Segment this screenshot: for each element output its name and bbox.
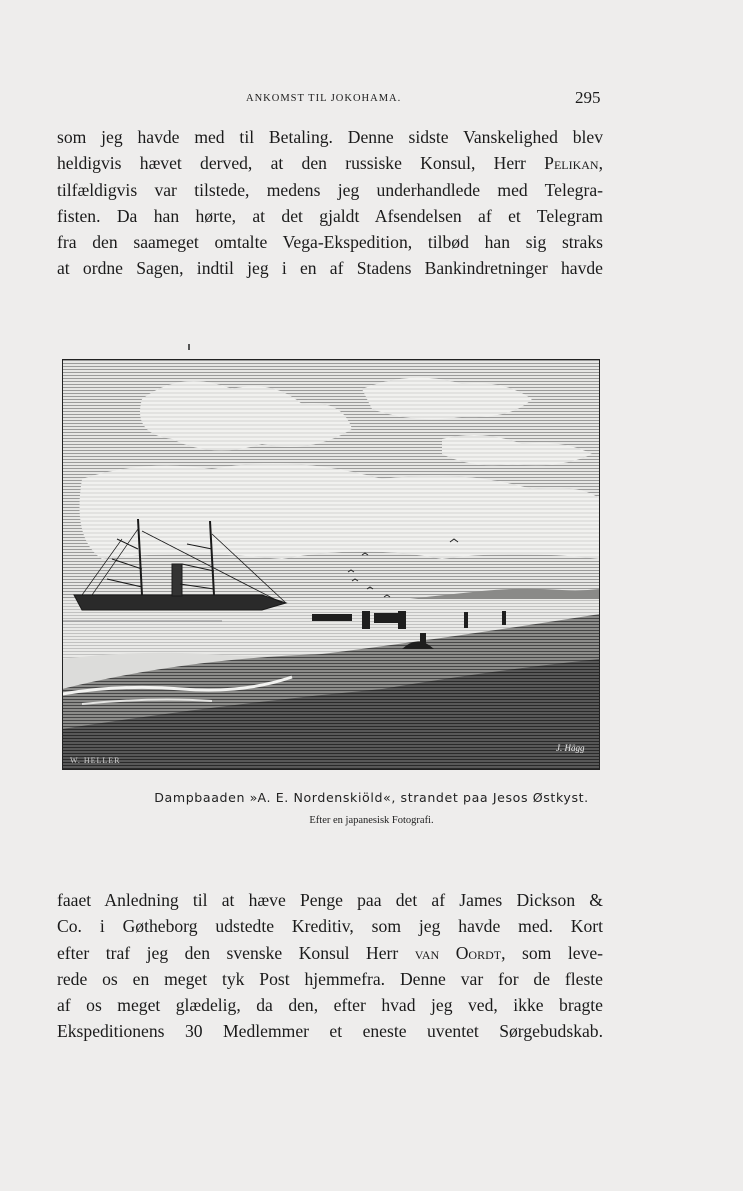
- stray-mark: [188, 344, 190, 350]
- printer-mark: W. HELLER: [70, 756, 121, 765]
- text-line: rede os en meget tyk Post hjemmefra. Denne var for de fleste: [57, 968, 603, 989]
- bottom-paragraph: [57, 887, 603, 1045]
- text-line: fra den saameget omtalte Vega-Ekspedition, tilbød han sig straks: [57, 232, 603, 253]
- figure-subcaption: Efter en japanesisk Fotografi.: [309, 815, 434, 826]
- text-line: Co. i Gøtheborg udstedte Kreditiv, som jeg havde med. Kort: [57, 916, 603, 937]
- engraving-illustration: [62, 359, 600, 770]
- top-paragraph: [57, 124, 603, 282]
- figure-caption: Dampbaaden »A. E. Nordenskiöld«, strandet paa Jesos Østkyst.: [154, 790, 589, 805]
- page-number: 295: [575, 88, 601, 107]
- engraver-signature: J. Hägg: [556, 743, 585, 753]
- text-line: at ordne Sagen, indtil jeg i en af Stadens Bankindretninger havde: [57, 258, 603, 279]
- text-line: tilfældigvis var tilstede, medens jeg underhandlede med Telegra-: [57, 179, 603, 200]
- name-van-oordt: van Oordt,: [414, 942, 506, 963]
- text-line: som jeg havde med til Betaling. Denne sidste Vanskelighed blev: [57, 127, 603, 147]
- name-pelikan: Pelikan,: [544, 153, 603, 174]
- text-line: heldigvis hævet derved, at den russiske Konsul, Herr Pelikan,: [57, 153, 603, 174]
- text-line: af os meget glædelig, da den, efter hvad jeg ved, ikke bragte: [57, 995, 603, 1016]
- text-line: Ekspeditionens 30 Medlemmer et eneste uventet Sørgebudskab.: [57, 1021, 603, 1042]
- text-line: efter traf jeg den svenske Konsul Herr van Oordt, som leve-: [57, 942, 603, 963]
- text-line: faaet Anledning til at hæve Penge paa det af James Dickson &: [57, 890, 603, 910]
- running-head: ANKOMST TIL JOKOHAMA.: [246, 93, 402, 104]
- text-line: fisten. Da han hørte, at det gjaldt Afsendelsen af et Telegram: [57, 205, 603, 226]
